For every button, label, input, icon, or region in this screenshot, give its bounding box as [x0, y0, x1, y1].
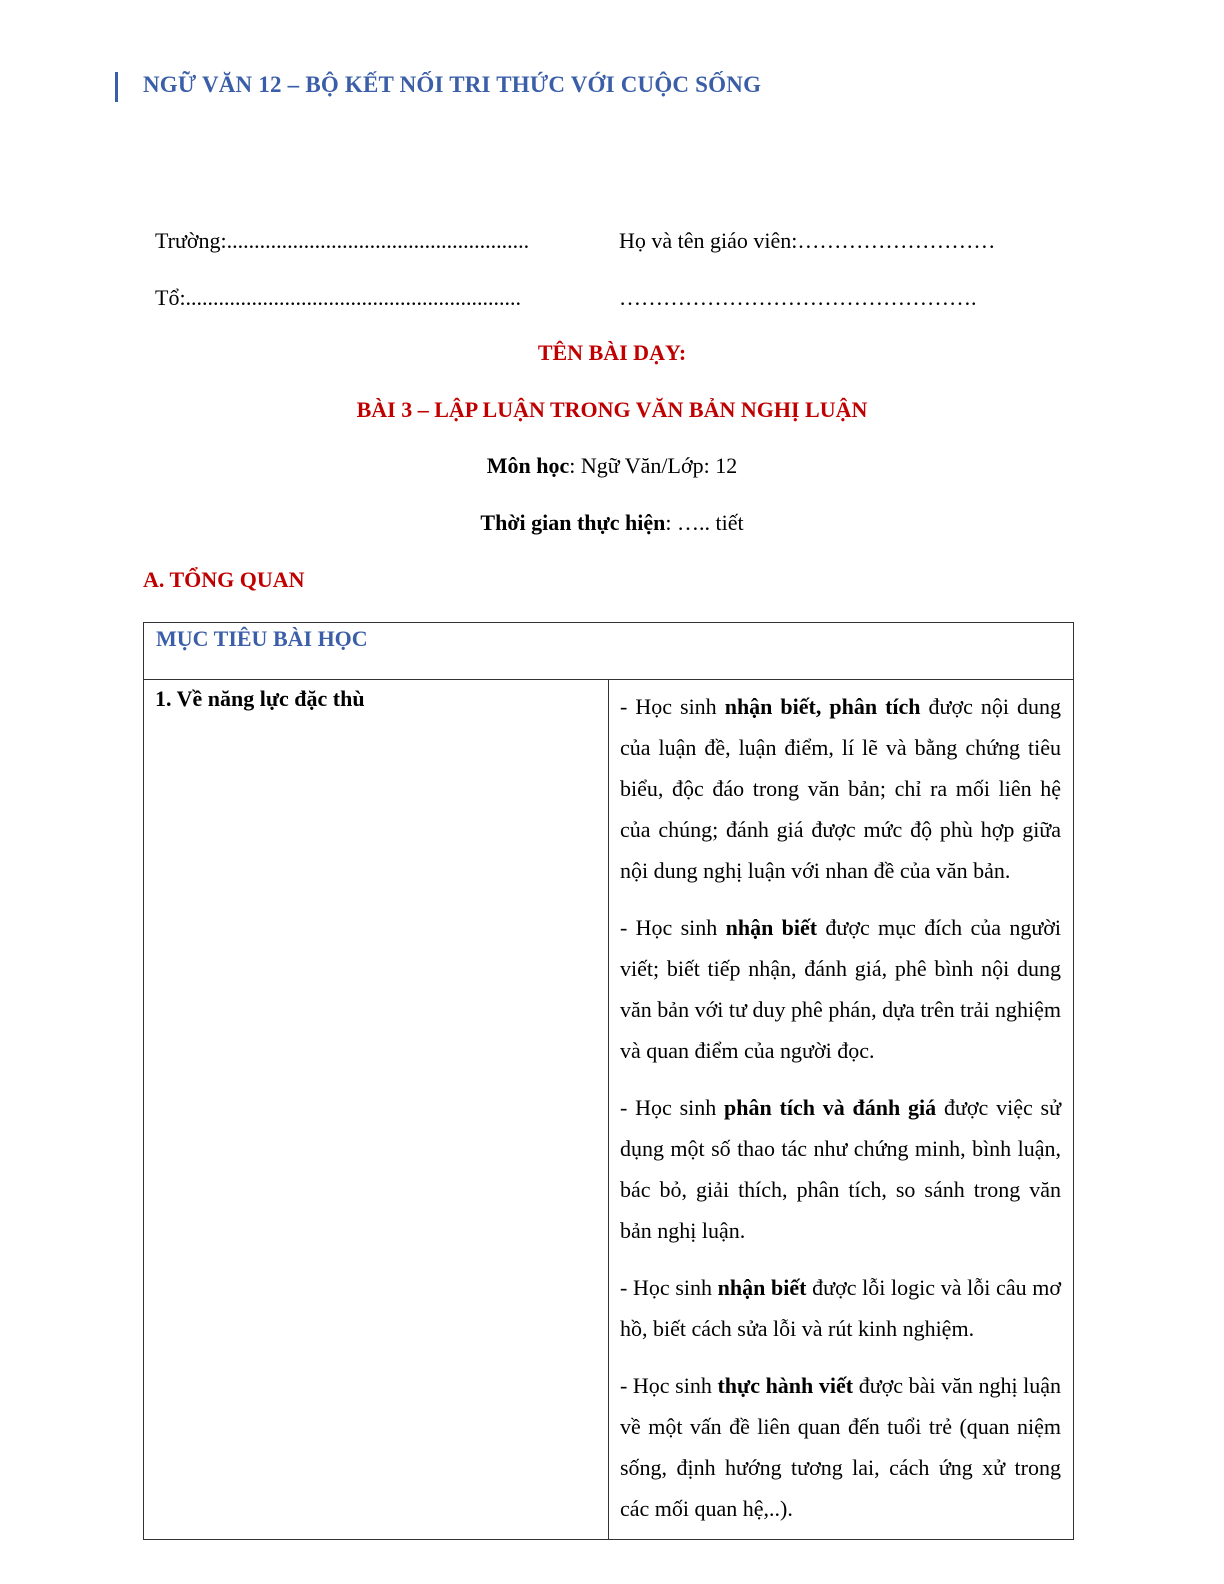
competency-label-cell [144, 680, 609, 1540]
table-header-cell [144, 623, 1074, 680]
objective-keyword: nhận biết [717, 1275, 807, 1300]
table-row [144, 680, 1074, 1540]
objectives-cell [609, 680, 1074, 1540]
objectives-table [143, 622, 1074, 1540]
objective-item: - Học sinh nhận biết được lỗi logic và lỗi câu mơ hồ, biết cách sửa lỗi và rút kinh nghiệm. [620, 1275, 1061, 1341]
group-field: Tổ:............................................................. [155, 285, 522, 310]
objective-keyword: nhận biết [725, 915, 818, 940]
objective-keyword: nhận biết, phân tích [724, 694, 921, 719]
subject-label: Môn học [486, 453, 570, 478]
objective-item: - Học sinh nhận biết được mục đích của người viết; biết tiếp nhận, đánh giá, phê bình nội dung văn bản với tư duy phê phán, dựa trên trải nghiệm và quan điểm của người đọc. [620, 915, 1061, 1063]
lesson-name-label: TÊN BÀI DẠY: [537, 340, 687, 365]
objective-item: - Học sinh nhận biết, phân tích được nội dung của luận đề, luận điểm, lí lẽ và bằng chứng tiêu biểu, độc đáo trong văn bản; chỉ ra mối liên hệ của chúng; đánh giá được mức độ phù hợp giữa nội dung nghị luận với nhan đề của văn bản. [620, 694, 1062, 883]
objective-keyword: thực hành viết [717, 1373, 854, 1398]
section-heading: A. TỔNG QUAN [143, 567, 305, 592]
competency-label: 1. Về năng lực đặc thù [155, 686, 365, 711]
subject-line [0, 453, 1224, 479]
objective-item: - Học sinh thực hành viết được bài văn nghị luận về một vấn đề liên quan đến tuổi trẻ (quan niệm sống, định hướng tương lai, cách ứng xử trong các mối quan hệ,..). [620, 1373, 1062, 1521]
table-header-text: MỤC TIÊU BÀI HỌC [156, 626, 368, 651]
table-header-row [144, 623, 1074, 680]
page-header-title: NGỮ VĂN 12 – BỘ KẾT NỐI TRI THỨC VỚI CUỘC SỐNG [143, 72, 762, 97]
header-accent-bar [115, 72, 118, 102]
objective-keyword: phân tích và đánh giá [724, 1095, 937, 1120]
teacher-name-continuation: …………………………………………. [619, 285, 977, 310]
school-field: Trường:....................................................... [155, 228, 530, 253]
subject-value: : Ngữ Văn/Lớp: 12 [569, 453, 738, 478]
teacher-name-field: Họ và tên giáo viên:……………………… [619, 228, 996, 253]
objective-item: - Học sinh phân tích và đánh giá được việc sử dụng một số thao tác như chứng minh, bình luận, bác bỏ, giải thích, phân tích, so sánh trong văn bản nghị luận. [620, 1095, 1061, 1243]
lesson-title: BÀI 3 – LẬP LUẬN TRONG VĂN BẢN NGHỊ LUẬN [356, 397, 868, 422]
duration-line [0, 510, 1224, 536]
duration-value: : ….. tiết [665, 510, 744, 535]
duration-label: Thời gian thực hiện [480, 510, 666, 535]
